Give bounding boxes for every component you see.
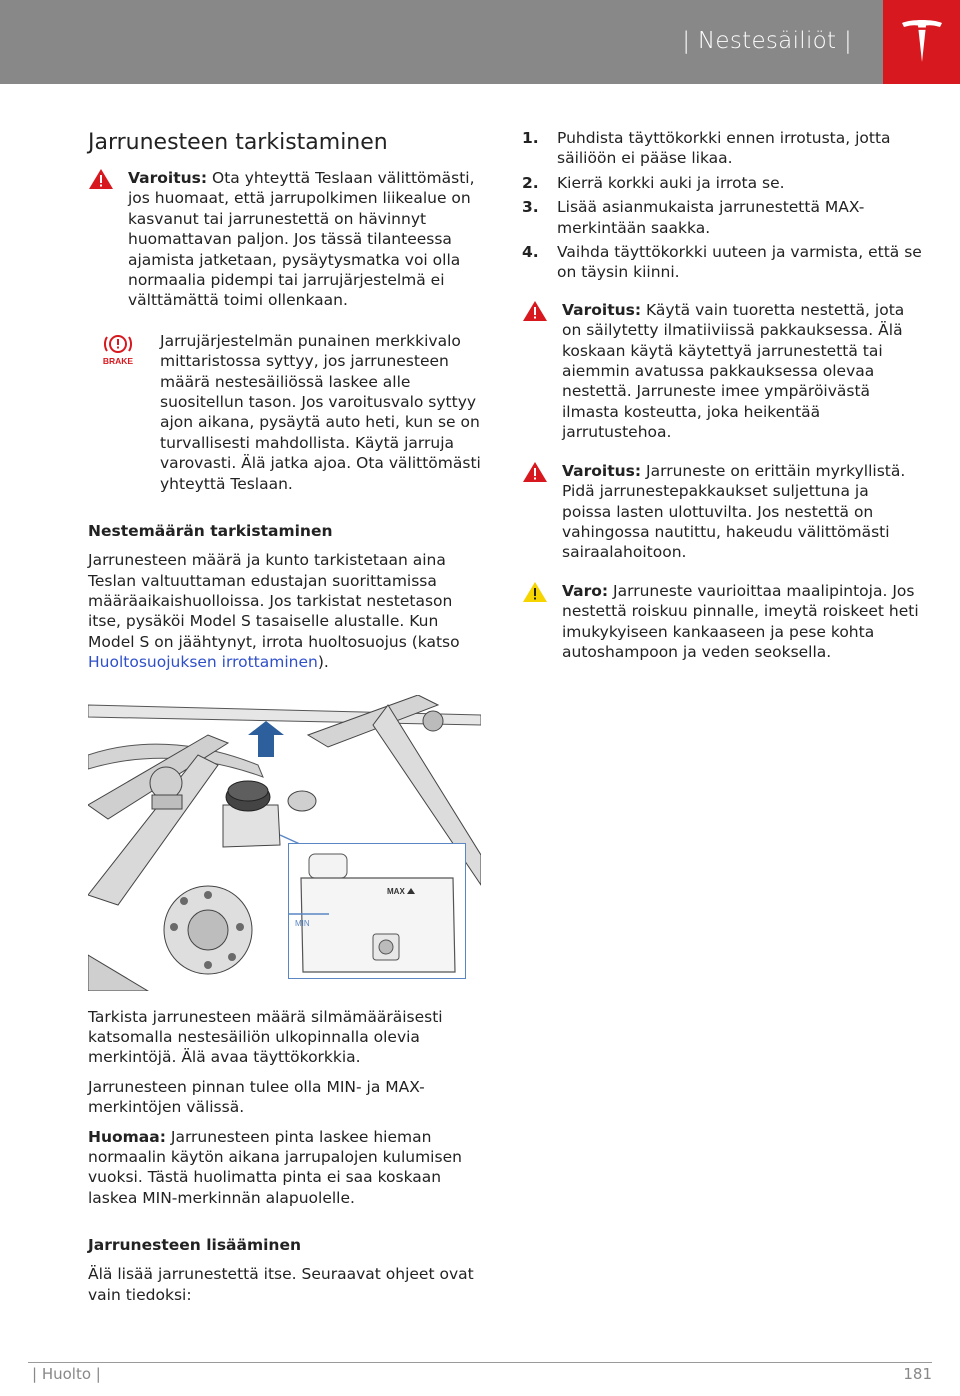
warning-text: Ota yhteyttä Teslaan välittömästi, jos huomaat, että jarrupolkimen liikealue on kasvanut tai jarrunestettä on hävinnyt huomattavan paljon. Jos tässä tilanteessa ajamista jatketaan, pysäytysmatka voi olla normaalia pidempi tai jarrujärjestelmä ei välttämättä toimi ollenkaan. — [128, 169, 475, 310]
right-column — [522, 128, 922, 662]
warning-fresh-fluid — [522, 300, 922, 443]
paragraph-text: Jarrunesteen määrä ja kunto tarkistetaan aina Teslan valtuuttaman edustajan suorittamissa määräaikaishuolloissa. Jos tarkistat nestetason itse, pysäköi Model S tasaiselle alustalle. Kun Model S on jäähtynyt, irrota huoltosuojus (katso — [88, 551, 460, 651]
warning-triangle-icon — [522, 300, 548, 322]
list-item — [522, 173, 922, 193]
paragraph-level-check — [88, 550, 481, 672]
brake-warning-light-icon — [98, 333, 138, 367]
warning-label: Varoitus: — [128, 169, 208, 187]
step-text: Vaihda täyttökorkki uuteen ja varmista, että se on täysin kiinni. — [557, 243, 922, 282]
footer-section: | Huolto | — [32, 1365, 101, 1383]
step-number: 2. — [522, 173, 539, 192]
warning-toxic-fluid — [522, 461, 922, 563]
step-number: 1. — [522, 129, 539, 147]
note-pad-wear — [88, 1127, 481, 1209]
warning-brake-pedal — [88, 168, 481, 311]
section-heading: Jarrunesteen tarkistaminen — [88, 130, 388, 155]
caution-triangle-icon — [522, 581, 548, 603]
note-text: Jarrunesteen pinta laskee hieman normaalin käytön aikana jarrupalojen kulumisen vuoksi. Tästä huolimatta pinta ei saa koskaan laskea MIN-merkinnän alapuolelle. — [88, 1127, 462, 1207]
header-bar — [0, 0, 960, 84]
tesla-logo — [883, 0, 960, 84]
step-number: 3. — [522, 198, 539, 217]
step-text: Puhdista täyttökorkki ennen irrotusta, jotta säiliöön ei pääse likaa. — [557, 129, 891, 168]
page-title: | Nestesäiliöt | — [682, 28, 852, 54]
reservoir-level-drawing — [289, 844, 465, 978]
min-marking: MIN — [295, 918, 310, 928]
steps-list — [522, 128, 922, 283]
link-remove-maintenance-panel[interactable]: Huoltosuojuksen irrottaminen — [88, 653, 318, 672]
step-number: 4. — [522, 243, 539, 262]
paragraph-text-end: ). — [317, 653, 329, 672]
left-column — [88, 128, 481, 1305]
list-item — [522, 128, 922, 169]
list-item — [522, 242, 922, 283]
subheading-level-check: Nestemäärän tarkistaminen — [88, 522, 333, 541]
reservoir-closeup-inset — [288, 843, 466, 979]
warning-triangle-icon — [522, 461, 548, 483]
brake-indicator-text: Jarrujärjestelmän punainen merkkivalo mittaristossa syttyy, jos jarrunesteen määrä nestesäiliössä laskee alle suositellun tason. Jos varoitusvalo syttyy ajon aikana, pysäytä auto heti, kun se on turvallisesti mahdollista. Käytä jarruja varovasti. Älä jatka ajoa. Ota välittömästi yhteyttä Teslaan. — [160, 331, 481, 493]
brake-icon-label: BRAKE — [102, 355, 134, 366]
warning-text: Jarruneste on erittäin myrkyllistä. Pidä jarrunestepakkaukset suljettuna ja poissa lasten ulottuvilta. Jos nestettä on vahingossa nautittu, hakeudu välittömästi sairaalahoitoon. — [562, 461, 906, 562]
paragraph-level-range: Jarrunesteen pinnan tulee olla MIN- ja MAX-merkintöjen välissä. — [88, 1077, 425, 1117]
max-marking: MAX — [387, 886, 405, 896]
caution-paint-damage — [522, 581, 922, 663]
step-text: Kierrä korkki auki ja irrota se. — [557, 173, 785, 192]
page-number: 181 — [903, 1365, 932, 1383]
caution-label: Varo: — [562, 581, 609, 600]
note-label: Huomaa: — [88, 1127, 166, 1146]
brake-fluid-reservoir-illustration — [88, 695, 481, 991]
warning-label: Varoitus: — [562, 461, 642, 480]
caution-text: Jarruneste vaurioittaa maalipintoja. Jos nestettä roiskuu pinnalle, imeytä roiskeet heti imukykyiseen kankaaseen ja pese kohta autoshampoon ja veden seoksella. — [562, 581, 919, 661]
paragraph-visual-check: Tarkista jarrunesteen määrä silmämääräisesti katsomalla nestesäiliön ulkopinnalla olevia merkintöjä. Älä avaa täyttökorkkia. — [88, 1007, 443, 1067]
warning-triangle-icon — [88, 168, 114, 190]
step-text: Lisää asianmukaista jarrunestettä MAX-merkintään saakka. — [557, 198, 865, 237]
subheading-adding-fluid: Jarrunesteen lisääminen — [88, 1236, 302, 1255]
brake-indicator-note — [88, 331, 481, 494]
paragraph-adding-fluid: Älä lisää jarrunestettä itse. Seuraavat ohjeet ovat vain tiedoksi: — [88, 1265, 474, 1304]
footer-divider — [28, 1362, 932, 1363]
warning-label: Varoitus: — [562, 300, 642, 319]
list-item — [522, 197, 922, 238]
warning-text: Käytä vain tuoretta nestettä, jota on säilytetty ilmatiiviissä pakkauksessa. Älä koskaan käytä käytettyä jarrunestettä tai aiemmin avatussa pakkauksessa olevaa nestettä. Jarruneste imee ympäröivästä ilmasta kosteutta, joka heikentää jarrutustehoa. — [562, 300, 905, 442]
tesla-logo-icon — [899, 18, 945, 66]
